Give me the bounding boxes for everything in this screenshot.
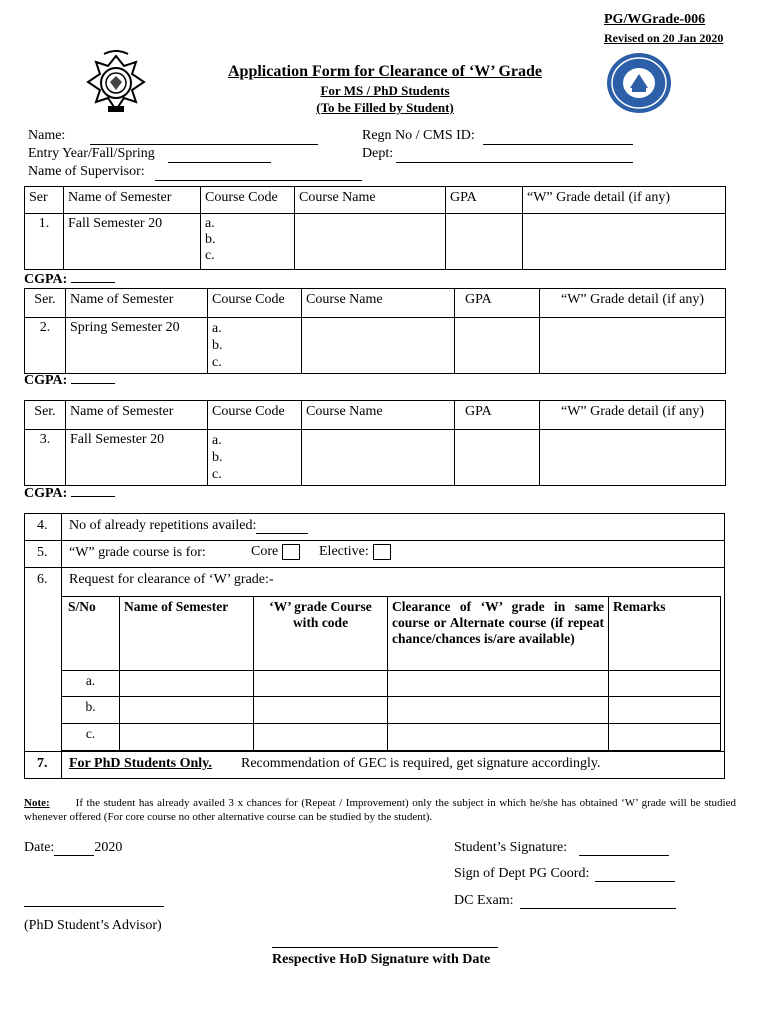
note-label: Note: xyxy=(24,797,50,809)
advisor-signature-line[interactable] xyxy=(24,906,164,907)
course-code-header: Course Code xyxy=(201,187,295,214)
form-title: Application Form for Clearance of ‘W’ Grade xyxy=(227,63,542,80)
item-number: 7. xyxy=(37,756,48,771)
semester-cell[interactable] xyxy=(120,697,254,724)
dc-exam-line[interactable] xyxy=(520,908,676,909)
date-field: Date: 2020 xyxy=(24,840,123,855)
remarks-cell[interactable] xyxy=(609,671,721,697)
row-letter: c. xyxy=(62,724,120,751)
w-course-header: ‘W’ grade Course with code xyxy=(254,597,388,671)
cgpa-3: CGPA: xyxy=(24,486,115,502)
dept-line[interactable] xyxy=(396,162,633,163)
gpa-cell[interactable] xyxy=(446,214,523,270)
entry-year-line[interactable] xyxy=(168,162,271,163)
name-field-line[interactable] xyxy=(90,144,318,145)
semester-name: Spring Semester 20 xyxy=(66,318,208,374)
course-type-text: “W” grade course is for: xyxy=(69,545,206,560)
clearance-request-text: Request for clearance of ‘W’ grade:- xyxy=(69,572,274,587)
ser-header: Ser. xyxy=(25,401,66,430)
course-code-cell[interactable] xyxy=(201,214,295,270)
regn-field-line[interactable] xyxy=(483,144,633,145)
semester-name-header: Name of Semester xyxy=(66,289,208,318)
gpa-header: GPA xyxy=(446,187,523,214)
course-name-header: Course Name xyxy=(302,289,455,318)
dept-label: Dept: xyxy=(362,146,394,161)
course-code-cell[interactable] xyxy=(208,430,302,486)
item-number: 4. xyxy=(37,518,48,533)
course-letter: b. xyxy=(205,232,216,247)
gpa-cell[interactable] xyxy=(455,430,540,486)
repetitions-text: No of already repetitions availed: xyxy=(69,518,308,534)
phd-only-label: For PhD Students Only. xyxy=(69,756,212,771)
semester-name: Fall Semester 20 xyxy=(64,214,201,270)
student-signature-line[interactable] xyxy=(579,855,669,856)
semester-name-header: Name of Semester xyxy=(66,401,208,430)
repetitions-line[interactable] xyxy=(256,533,308,534)
course-name-header: Course Name xyxy=(295,187,446,214)
remarks-cell[interactable] xyxy=(609,697,721,724)
w-course-cell[interactable] xyxy=(254,671,388,697)
gpa-header: GPA xyxy=(455,401,540,430)
course-letter: c. xyxy=(212,355,222,370)
elective-option: Elective: xyxy=(319,544,391,560)
entry-year-label: Entry Year/Fall/Spring xyxy=(28,146,155,161)
cgpa-2: CGPA: xyxy=(24,373,115,389)
item-number: 6. xyxy=(37,572,48,587)
hod-label: Respective HoD Signature with Date xyxy=(272,952,491,967)
w-course-cell[interactable] xyxy=(254,697,388,724)
ser-header: Ser. xyxy=(25,289,66,318)
clearance-header: Clearance of ‘W’ grade in same course or Alternate course (if repeat chance/chances is/are available) xyxy=(388,597,609,671)
clearance-cell[interactable] xyxy=(388,697,609,724)
note-block xyxy=(24,796,736,824)
w-detail-cell[interactable] xyxy=(540,430,726,486)
remarks-header: Remarks xyxy=(609,597,721,671)
dept-pg-coord-line[interactable] xyxy=(595,881,675,882)
w-course-cell[interactable] xyxy=(254,724,388,751)
course-letter: c. xyxy=(212,467,222,482)
ser-number: 1. xyxy=(25,214,64,270)
course-name-cell[interactable] xyxy=(295,214,446,270)
ser-number: 2. xyxy=(25,318,66,374)
w-detail-header: “W” Grade detail (if any) xyxy=(523,187,726,214)
semester-name: Fall Semester 20 xyxy=(66,430,208,486)
core-option: Core xyxy=(251,544,300,560)
course-code-header: Course Code xyxy=(208,401,302,430)
semester-cell[interactable] xyxy=(120,671,254,697)
course-code-header: Course Code xyxy=(208,289,302,318)
course-letter: a. xyxy=(212,321,222,336)
hod-signature-line[interactable] xyxy=(272,947,498,948)
clearance-cell[interactable] xyxy=(388,671,609,697)
form-subtitle-instruction: (To be Filled by Student) xyxy=(316,100,454,115)
gpa-cell[interactable] xyxy=(455,318,540,374)
supervisor-line[interactable] xyxy=(155,180,362,181)
w-detail-header: “W” Grade detail (if any) xyxy=(540,289,726,318)
gec-recommendation-text: Recommendation of GEC is required, get signature accordingly. xyxy=(241,756,601,771)
course-code-cell[interactable] xyxy=(208,318,302,374)
semester-name-header: Name of Semester xyxy=(64,187,201,214)
sno-header: S/No xyxy=(62,597,120,671)
row-letter: a. xyxy=(62,671,120,697)
clearance-cell[interactable] xyxy=(388,724,609,751)
form-code: PG/WGrade-006 xyxy=(604,12,706,27)
ser-header: Ser xyxy=(25,187,64,214)
ser-number: 3. xyxy=(25,430,66,486)
course-name-cell[interactable] xyxy=(302,318,455,374)
elective-checkbox[interactable] xyxy=(373,544,391,560)
items-table xyxy=(24,513,725,779)
form-subtitle-students: For MS / PhD Students xyxy=(320,83,450,98)
advisor-label: (PhD Student’s Advisor) xyxy=(24,918,162,933)
name-field-label: Name: xyxy=(28,128,66,143)
date-line[interactable] xyxy=(54,855,94,856)
w-detail-cell[interactable] xyxy=(523,214,726,270)
clearance-table xyxy=(61,596,721,751)
semester-name-header: Name of Semester xyxy=(120,597,254,671)
semester-cell[interactable] xyxy=(120,724,254,751)
dc-exam-field: DC Exam: xyxy=(454,893,676,909)
course-name-cell[interactable] xyxy=(302,430,455,486)
remarks-cell[interactable] xyxy=(609,724,721,751)
cgpa-1: CGPA: xyxy=(24,272,115,288)
semester-table-1 xyxy=(24,186,726,270)
semester-table-3 xyxy=(24,400,726,486)
student-signature-field: Student’s Signature: xyxy=(454,840,669,856)
row-letter: b. xyxy=(62,697,120,724)
course-letter: b. xyxy=(212,450,223,465)
supervisor-label: Name of Supervisor: xyxy=(28,164,145,179)
w-detail-cell[interactable] xyxy=(540,318,726,374)
course-letter: a. xyxy=(205,216,215,231)
item-number: 5. xyxy=(37,545,48,560)
dept-pg-coord-field: Sign of Dept PG Coord: xyxy=(454,866,675,882)
revised-date: Revised on 20 Jan 2020 xyxy=(604,31,724,45)
course-letter: c. xyxy=(205,248,215,263)
course-letter: b. xyxy=(212,338,223,353)
w-detail-header: “W” Grade detail (if any) xyxy=(540,401,726,430)
course-name-header: Course Name xyxy=(302,401,455,430)
semester-table-2 xyxy=(24,288,726,374)
regn-field-label: Regn No / CMS ID: xyxy=(362,128,475,143)
core-checkbox[interactable] xyxy=(282,544,300,560)
course-letter: a. xyxy=(212,433,222,448)
gpa-header: GPA xyxy=(455,289,540,318)
note-text: If the student has already availed 3 x chances for (Repeat / Improvement) only the subject in which he/she has obtained ‘W’ grade will be studied whenever offered (For core course no other alternative course can be studied by the student). xyxy=(24,797,736,823)
